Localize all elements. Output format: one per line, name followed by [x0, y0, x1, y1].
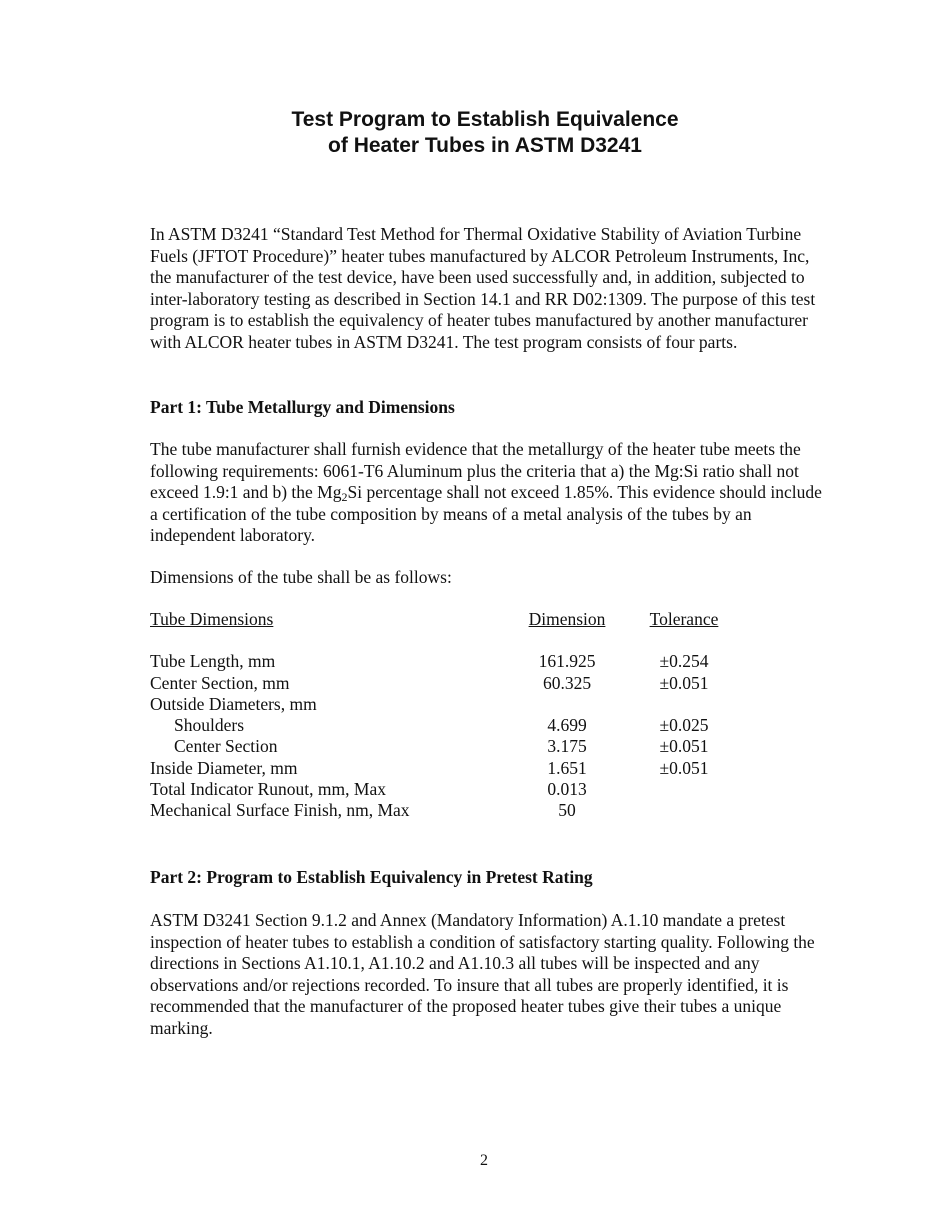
row-tolerance: ±0.051 — [659, 672, 709, 693]
intro-paragraph: In ASTM D3241 “Standard Test Method for Thermal Oxidative Stability of Aviation Turbine Fuels (JFTOT Procedure)” heater tubes manufactured by ALCOR Petroleum Instruments, Inc, the manufacturer of the test device, have been used successfully and, in addition, subjected to inter-laboratory testing as described in Section 14.1 and RR D02:1309. The purpose of this test program is to establish the equivalency of heater tubes manufactured by another manufacturer with ALCOR heater tubes in ASTM D3241. The test program consists of four parts. — [150, 224, 816, 352]
table-row — [150, 779, 790, 800]
table-row — [150, 736, 790, 757]
row-name: Outside Diameters, mm — [150, 693, 317, 714]
table-row — [150, 673, 790, 694]
part1-paragraph — [150, 439, 830, 547]
row-name: Mechanical Surface Finish, nm, Max — [150, 800, 410, 821]
part1-heading: Part 1: Tube Metallurgy and Dimensions — [150, 397, 455, 417]
row-dimension: 50 — [558, 800, 576, 821]
title-line-1: Test Program to Establish Equivalence — [291, 108, 679, 131]
part1-text-after: Si percentage shall not exceed 1.85%. This evidence should include a certification of the tube composition by means of a metal analysis of the tubes by an independent laboratory. — [150, 482, 822, 545]
row-dimension: 3.175 — [547, 736, 587, 757]
header-tube-dimensions: Tube Dimensions — [150, 609, 274, 629]
row-name: Inside Diameter, mm — [150, 757, 298, 778]
row-tolerance: ±0.051 — [659, 757, 709, 778]
table-row — [150, 715, 790, 736]
row-name: Tube Length, mm — [150, 651, 276, 672]
dimensions-intro: Dimensions of the tube shall be as follows: — [150, 567, 452, 587]
row-dimension: 161.925 — [538, 651, 596, 672]
part1-text-before: The tube manufacturer shall furnish evidence that the metallurgy of the heater tube meets the following requirements: 6061-T6 Aluminum plus the criteria that a) the Mg:Si ratio shall not exceed 1.9:1 and b) the Mg — [150, 439, 801, 502]
title-line-2: of Heater Tubes in ASTM D3241 — [328, 134, 642, 157]
dimensions-table — [150, 609, 790, 822]
part1-subscript: 2 — [341, 490, 348, 504]
row-dimension: 4.699 — [547, 715, 587, 736]
table-row — [150, 694, 790, 715]
table-row — [150, 651, 790, 672]
row-name: Center Section, mm — [150, 672, 290, 693]
page-number: 2 — [480, 1152, 488, 1169]
document-title — [0, 107, 950, 159]
row-name: Shoulders — [174, 715, 244, 736]
row-name: Center Section — [174, 736, 278, 757]
table-header-row — [150, 609, 790, 630]
row-dimension: 0.013 — [547, 779, 587, 800]
row-tolerance: ±0.254 — [659, 651, 709, 672]
row-tolerance: ±0.051 — [659, 736, 709, 757]
row-dimension: 60.325 — [542, 672, 592, 693]
header-tolerance: Tolerance — [649, 609, 719, 629]
part2-paragraph: ASTM D3241 Section 9.1.2 and Annex (Mandatory Information) A.1.10 mandate a pretest inspection of heater tubes to establish a condition of satisfactory starting quality. Following the directions in Sections A1.10.1, A1.10.2 and A1.10.3 all tubes will be inspected and any observations and/or rejections recorded. To insure that all tubes are properly identified, it is recommended that the manufacturer of the proposed heater tubes give their tubes a unique marking. — [150, 910, 815, 1038]
row-tolerance: ±0.025 — [659, 715, 709, 736]
table-row — [150, 758, 790, 779]
table-row — [150, 800, 790, 821]
header-dimension: Dimension — [528, 609, 606, 629]
part2-heading: Part 2: Program to Establish Equivalency in Pretest Rating — [150, 867, 593, 887]
row-dimension: 1.651 — [547, 757, 587, 778]
row-name: Total Indicator Runout, mm, Max — [150, 779, 386, 800]
